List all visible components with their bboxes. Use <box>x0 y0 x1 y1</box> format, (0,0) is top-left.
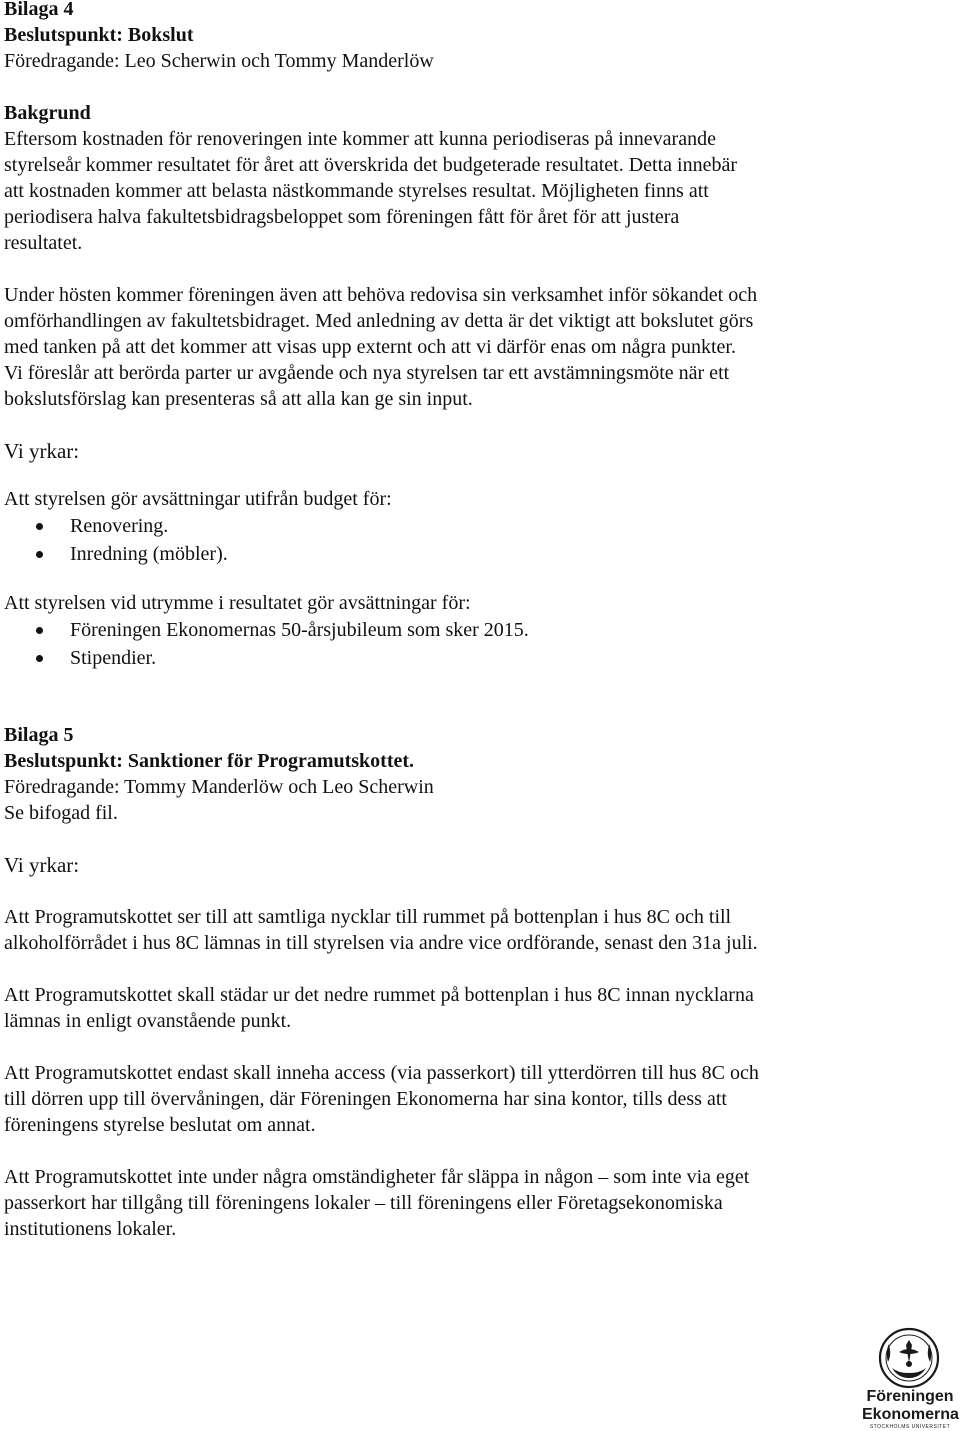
text-line: Vi föreslår att berörda parter ur avgående och nya styrelsen tar ett avstämningsmöte när ett <box>4 362 730 384</box>
logo-text <box>862 1388 958 1431</box>
list-item: Renovering. <box>4 512 954 540</box>
document-page <box>4 0 954 1242</box>
bullet-icon <box>36 551 43 558</box>
bilaga4-title: Bilaga 4 <box>4 0 74 20</box>
list-item: Stipendier. <box>4 644 954 672</box>
text-line: till dörren upp till övervåningen, där Föreningen Ekonomerna har sina kontor, tills dess att <box>4 1088 727 1110</box>
list-item: Inredning (möbler). <box>4 540 954 568</box>
intro-utrymme: Att styrelsen vid utrymme i resultatet gör avsättningar för: <box>4 592 471 614</box>
text-line: Att Programutskottet ser till att samtliga nycklar till rummet på bottenplan i hus 8C och till <box>4 906 732 928</box>
yrkande-1 <box>4 904 954 956</box>
se-bifogad-fil: Se bifogad fil. <box>4 802 118 824</box>
text-line: Under hösten kommer föreningen även att behöva redovisa sin verksamhet inför sökandet och <box>4 284 758 306</box>
bilaga5-foredragande: Föredragande: Tommy Manderlöw och Leo Scherwin <box>4 776 434 798</box>
text-line: bokslutsförslag kan presenteras så att alla kan ge sin input. <box>4 388 473 410</box>
bilaga5-beslutspunkt: Beslutspunkt: Sanktioner för Programutskottet. <box>4 750 415 772</box>
utrymme-list <box>4 616 954 672</box>
text-line: alkoholförrådet i hus 8C lämnas in till styrelsen via andre vice ordförande, senast den 31a juli. <box>4 932 758 954</box>
text-line: passerkort har tillgång till föreningens lokaler – till föreningens eller Företagsekonomiska <box>4 1192 723 1214</box>
text-line: Att Programutskottet inte under några omständigheter får släppa in någon – som inte via eget <box>4 1166 750 1188</box>
bakgrund-paragraph-1 <box>4 126 954 256</box>
intro-budget: Att styrelsen gör avsättningar utifrån budget för: <box>4 488 392 510</box>
text-line: resultatet. <box>4 232 83 254</box>
text-line: lämnas in enligt ovanstående punkt. <box>4 1010 292 1032</box>
text-line: styrelseår kommer resultatet för året att överskrida det budgeterade resultatet. Detta innebär <box>4 154 738 176</box>
bilaga4-foredragande: Föredragande: Leo Scherwin och Tommy Manderlöw <box>4 50 434 72</box>
list-item: Föreningen Ekonomernas 50-årsjubileum som sker 2015. <box>4 616 954 644</box>
text-line: institutionens lokaler. <box>4 1218 177 1240</box>
bullet-icon <box>36 523 43 530</box>
bullet-icon <box>36 627 43 634</box>
bakgrund-paragraph-2 <box>4 282 954 412</box>
bakgrund-heading: Bakgrund <box>4 102 91 124</box>
text-line: Att Programutskottet endast skall inneha access (via passerkort) till ytterdörren till hus 8C och <box>4 1062 759 1084</box>
text-line: att kostnaden kommer att belasta nästkommande styrelses resultat. Möjligheten finns att <box>4 180 709 202</box>
logo-line-1: Föreningen <box>866 1388 954 1405</box>
bullet-icon <box>36 655 43 662</box>
yrkande-2 <box>4 982 954 1034</box>
vi-yrkar-heading: Vi yrkar: <box>4 439 80 463</box>
bilaga5-title: Bilaga 5 <box>4 724 74 746</box>
text-line: Eftersom kostnaden för renoveringen inte kommer att kunna periodiseras på innevarande <box>4 128 716 150</box>
text-line: Att Programutskottet skall städar ur det nedre rummet på bottenplan i hus 8C innan nycklarna <box>4 984 754 1006</box>
text-line: periodisera halva fakultetsbidragsbeloppet som föreningen fått för året för att justera <box>4 206 680 228</box>
yrkande-4 <box>4 1164 954 1242</box>
budget-list <box>4 512 954 568</box>
logo-line-3: STOCKHOLMS UNIVERSITET <box>869 1424 951 1430</box>
bilaga4-beslutspunkt: Beslutspunkt: Bokslut <box>4 24 194 46</box>
logo-line-2: Ekonomerna <box>862 1406 959 1423</box>
yrkande-3 <box>4 1060 954 1138</box>
vi-yrkar-heading-2: Vi yrkar: <box>4 853 80 877</box>
text-line: omförhandlingen av fakultetsbidraget. Med anledning av detta är det viktigt att bokslutet görs <box>4 310 754 332</box>
text-line: med tanken på att det kommer att visas upp externt och att vi därför enas om några punkter. <box>4 336 736 358</box>
text-line: föreningens styrelse beslutat om annat. <box>4 1114 316 1136</box>
